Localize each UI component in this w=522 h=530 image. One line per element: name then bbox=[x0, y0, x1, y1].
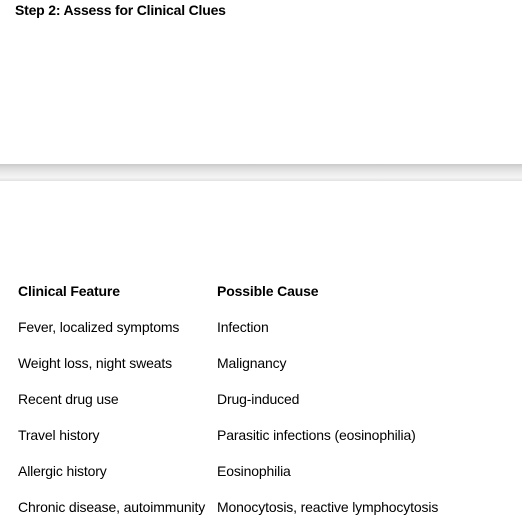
table-row bbox=[18, 418, 518, 454]
column-header-possible-cause: Possible Cause bbox=[217, 283, 319, 299]
column-header-clinical-feature: Clinical Feature bbox=[18, 283, 120, 299]
table-header-row bbox=[18, 274, 518, 310]
table-row bbox=[18, 382, 518, 418]
slide-top-panel bbox=[0, 0, 522, 164]
possible-cause-cell: Malignancy bbox=[217, 355, 287, 371]
clinical-feature-cell: Recent drug use bbox=[18, 391, 119, 407]
slide-heading: Step 2: Assess for Clinical Clues bbox=[15, 2, 226, 18]
table-row bbox=[18, 310, 518, 346]
possible-cause-cell: Monocytosis, reactive lymphocytosis bbox=[217, 499, 439, 515]
clinical-feature-cell: Allergic history bbox=[18, 463, 107, 479]
clinical-feature-cell: Fever, localized symptoms bbox=[18, 319, 180, 335]
table-row bbox=[18, 454, 518, 490]
possible-cause-cell: Drug-induced bbox=[217, 391, 300, 407]
possible-cause-cell: Parasitic infections (eosinophilia) bbox=[217, 427, 416, 443]
clinical-clues-table bbox=[18, 274, 518, 526]
possible-cause-cell: Infection bbox=[217, 319, 269, 335]
table-row bbox=[18, 346, 518, 382]
clinical-feature-cell: Chronic disease, autoimmunity bbox=[18, 499, 206, 515]
table-row bbox=[18, 490, 518, 526]
slide-divider bbox=[0, 164, 522, 181]
clinical-feature-cell: Travel history bbox=[18, 427, 100, 443]
clinical-feature-cell: Weight loss, night sweats bbox=[18, 355, 172, 371]
possible-cause-cell: Eosinophilia bbox=[217, 463, 291, 479]
